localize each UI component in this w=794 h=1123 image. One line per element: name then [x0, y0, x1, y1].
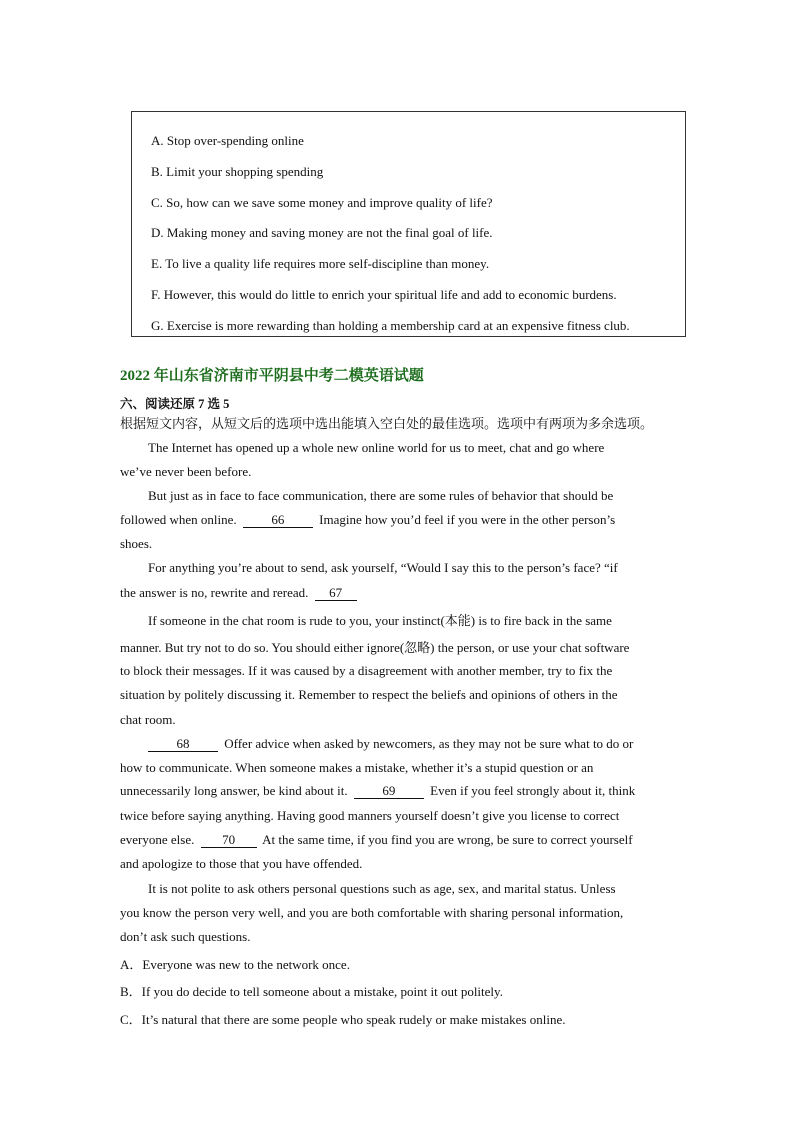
- passage-text: followed when online.: [120, 512, 237, 527]
- passage-line: The Internet has opened up a whole new online world for us to meet, chat and go where: [148, 440, 605, 455]
- option-f: F. However, this would do little to enrich your spiritual life and add to economic burdens.: [151, 287, 617, 302]
- passage-text: unnecessarily long answer, be kind about it.: [120, 783, 348, 798]
- passage-text: everyone else.: [120, 832, 195, 847]
- blank-69: 69: [354, 784, 424, 799]
- option-d: D. Making money and saving money are not the final goal of life.: [151, 225, 493, 240]
- passage-line: [120, 585, 357, 601]
- passage-line: don’t ask such questions.: [120, 929, 251, 944]
- exam-title: 2022 年山东省济南市平阴县中考二模英语试题: [120, 368, 424, 384]
- option-c: C. So, how can we save some money and improve quality of life?: [151, 195, 493, 210]
- option-g: G. Exercise is more rewarding than holding a membership card at an expensive fitness club.: [151, 318, 630, 333]
- passage-line: shoes.: [120, 536, 153, 551]
- passage-text: Even if you feel strongly about it, think: [430, 783, 636, 798]
- passage-line: [120, 512, 615, 528]
- passage-line: [120, 783, 635, 799]
- passage-text: the answer is no, rewrite and reread.: [120, 585, 309, 600]
- passage-line: twice before saying anything. Having good manners yourself doesn’t give you license to correct: [120, 808, 620, 823]
- answer-option-b: B．If you do decide to tell someone about a mistake, point it out politely.: [120, 984, 503, 999]
- blank-70: 70: [201, 833, 257, 848]
- passage-line: [120, 832, 633, 848]
- passage-line: situation by politely discussing it. Remember to respect the beliefs and opinions of others in the: [120, 687, 618, 702]
- passage-line: For anything you’re about to send, ask yourself, “Would I say this to the person’s face? “if: [148, 560, 618, 575]
- section-heading: 六、阅读还原 7 选 5: [120, 397, 230, 411]
- passage-line: [148, 736, 633, 752]
- passage-line: But just as in face to face communication, there are some rules of behavior that should be: [148, 488, 614, 503]
- instruction: 根据短文内容，从短文后的选项中选出能填入空白处的最佳选项。选项中有两项为多余选项。: [120, 416, 654, 431]
- option-a: A. Stop over-spending online: [151, 133, 304, 148]
- passage-line: we’ve never been before.: [120, 464, 252, 479]
- passage-text: Offer advice when asked by newcomers, as they may not be sure what to do or: [224, 736, 634, 751]
- passage-line: If someone in the chat room is rude to you, your instinct(本能) is to fire back in the same: [148, 613, 612, 628]
- answer-option-a: A．Everyone was new to the network once.: [120, 957, 350, 972]
- blank-66: 66: [243, 513, 313, 528]
- passage-line: how to communicate. When someone makes a mistake, whether it’s a stupid question or an: [120, 760, 594, 775]
- passage-line: manner. But try not to do so. You should either ignore(忽略) the person, or use your chat software: [120, 640, 630, 655]
- passage-line: and apologize to those that you have offended.: [120, 856, 363, 871]
- answer-option-c: C．It’s natural that there are some people who speak rudely or make mistakes online.: [120, 1012, 566, 1027]
- passage-line: It is not polite to ask others personal questions such as age, sex, and marital status. Unless: [148, 881, 616, 896]
- passage-text: Imagine how you’d feel if you were in the other person’s: [319, 512, 616, 527]
- passage-line: to block their messages. If it was caused by a disagreement with another member, try to fix the: [120, 663, 613, 678]
- blank-67: 67: [315, 586, 357, 601]
- blank-68: 68: [148, 737, 218, 752]
- option-e: E. To live a quality life requires more self-discipline than money.: [151, 256, 490, 271]
- options-box: [131, 111, 686, 337]
- passage-text: At the same time, if you find you are wrong, be sure to correct yourself: [262, 832, 633, 847]
- passage-line: you know the person very well, and you are both comfortable with sharing personal information,: [120, 905, 624, 920]
- option-b: B. Limit your shopping spending: [151, 164, 324, 179]
- passage-line: chat room.: [120, 712, 176, 727]
